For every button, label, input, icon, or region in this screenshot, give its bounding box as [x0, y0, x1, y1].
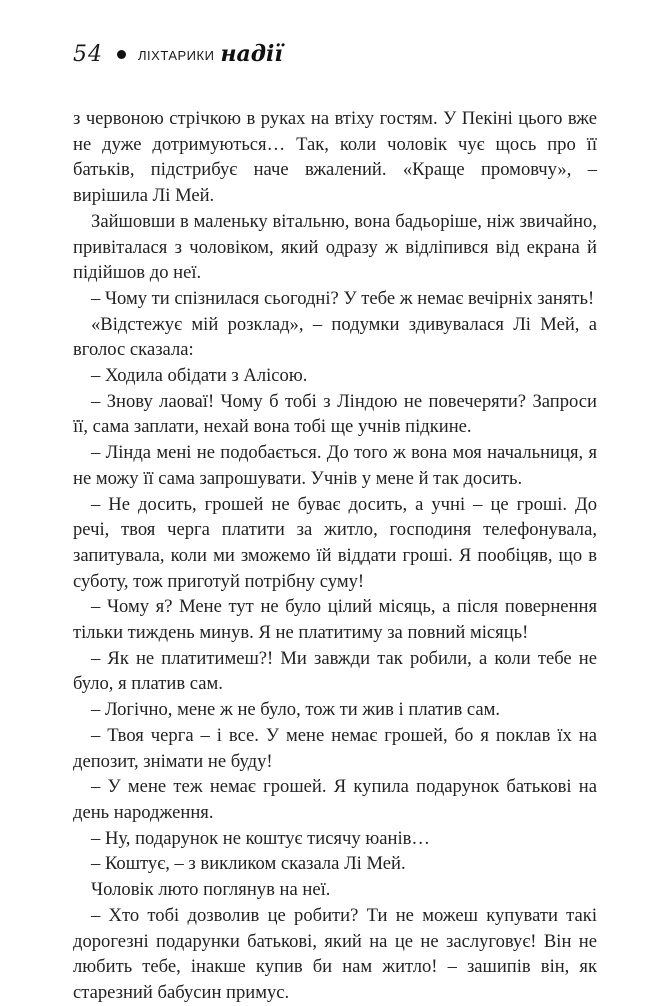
book-title-first-word: ЛІХТАРИКИ — [138, 47, 215, 63]
paragraph: – Не досить, грошей не буває досить, а учні – це гроші. До речі, твоя черга платити за житло, господиня телефонувала, запитувала, коли ми зможемо їй віддати гроші. Я пообіцяв, що в суботу, тож приготуй потрібну суму! — [73, 493, 597, 592]
paragraph: «Відстежує мій розклад», – подумки здивувалася Лі Мей, а вголос сказала: — [73, 313, 597, 361]
paragraph: – Хто тобі дозволив це робити? Ти не можеш купувати такі дорогезні подарунки батькові, який на це не заслуговує! Він не любить тебе, інакше купив би нам житло! – зашипів він, як старезний бабусин примус. — [73, 904, 597, 1003]
paragraph: – Коштує, – з викликом сказала Лі Мей. — [91, 853, 406, 875]
paragraph: – У мене теж немає грошей. Я купила подарунок батькові на день народження. — [73, 776, 597, 823]
paragraph: – Логічно, мене ж не було, тож ти жив і платив сам. — [91, 699, 501, 721]
paragraph: – Твоя черга – і все. У мене немає грошей, бо я поклав їх на депозит, знімати не буду! — [73, 724, 597, 772]
paragraph: – Як не платитимеш?! Ми завжди так робили, а коли тебе не було, я платив сам. — [73, 647, 597, 695]
paragraph: – Лінда мені не подобається. До того ж вона моя начальниця, я не можу її сама запрошувати. Учнів у мене й так досить. — [73, 442, 597, 489]
running-header — [73, 38, 283, 70]
paragraph: – Ходила обідати з Алісою. — [91, 365, 308, 387]
body-text — [73, 106, 597, 1006]
paragraph: – Знову лаоваї! Чому б тобі з Ліндою не повечеряти? Запроси її, сама заплати, нехай вона тобі ще учнів підкине. — [73, 390, 597, 438]
paragraph: з червоною стрічкою в руках на втіху гостям. У Пекіні цього вже не дуже дотримуються… Так, коли чоловік чує щось про її батьків, підстрибує наче вжалений. «Краще промовчу», – вирішила Лі Мей. — [73, 108, 597, 207]
bullet-separator-icon — [117, 50, 126, 59]
page-number: 54 — [73, 41, 103, 67]
book-title-second-word: надії — [220, 41, 283, 67]
paragraph: Зайшовши в маленьку вітальню, вона бадьоріше, ніж звичайно, привіталася з чоловіком, який одразу ж відліпився від екрана й підійшов до неї. — [73, 210, 597, 284]
paragraph: – Чому я? Мене тут не було цілий місяць, а після повернення тільки тиждень минув. Я не платитиму за повний місяць! — [73, 596, 597, 644]
paragraph: Чоловік люто поглянув на неї. — [91, 879, 331, 901]
paragraph: – Чому ти спізнилася сьогодні? У тебе ж немає вечірніх занять! — [91, 287, 595, 309]
paragraph: – Ну, подарунок не коштує тисячу юанів… — [91, 827, 430, 849]
